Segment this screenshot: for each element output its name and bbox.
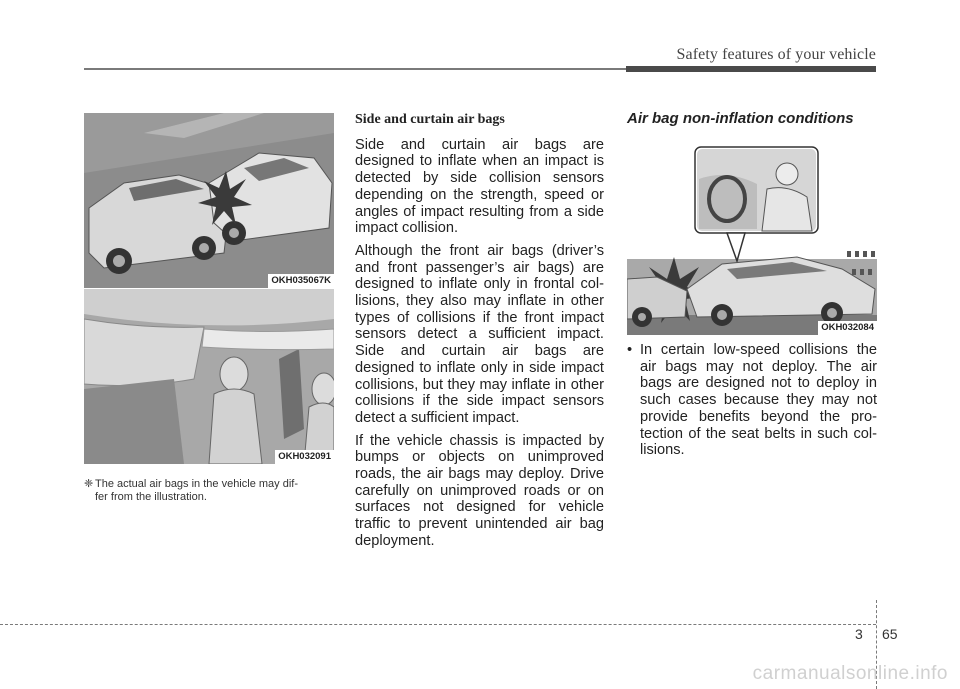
page-number: 65 xyxy=(882,626,898,642)
watermark: carmanualsonline.info xyxy=(752,663,948,684)
note-mark: ❈ xyxy=(84,478,94,490)
side-impact-illustration xyxy=(84,113,334,288)
section-heading: Side and curtain air bags xyxy=(355,112,505,127)
header-title: Safety features of your vehicle xyxy=(676,46,876,63)
chapter-number: 3 xyxy=(855,626,863,642)
paragraph-2: Although the front air bags (driver’s and front passenger’s air bags) are designed to inflate only in frontal col-lisions, they also may inflate in other types of collisions if the front impact sensors detect a sufficient impact. Side and curtain air bags are designed to inflate only in side impact collisions, but they may inflate in other collisions if the side impact sensors detect a sufficient impact. xyxy=(355,242,604,426)
curtain-airbag-illustration xyxy=(84,289,334,464)
rear-impact-illustration xyxy=(627,139,877,335)
figure-curtain-airbag xyxy=(84,289,334,464)
figure-side-impact xyxy=(84,113,334,288)
note-text-line2: fer from the illustration. xyxy=(95,491,207,503)
non-inflation-bullet xyxy=(627,342,877,459)
figure-code: OKH035067K xyxy=(268,274,334,288)
bullet-icon: • xyxy=(627,342,633,358)
note-text-line1: The actual air bags in the vehicle may dif- xyxy=(95,478,298,490)
side-curtain-section xyxy=(355,112,604,556)
footer-rule xyxy=(0,624,876,625)
illustration-note xyxy=(84,478,334,504)
paragraph-1: Side and curtain air bags are designed to inflate when an impact is detected by side collision sensors depending on the strength, speed or angles of impact resulting from a side impact collision. xyxy=(355,136,604,237)
bullet-text: In certain low-speed collisions the air bags may not deploy. The air bags are designed not to deploy in such cases because they may not provide benefits beyond the pro-tection of the seat belts in such col-lisions. xyxy=(640,342,877,459)
figure-rear-impact xyxy=(627,139,877,335)
figure-code: OKH032091 xyxy=(275,450,334,464)
paragraph-3: If the vehicle chassis is impacted by bumps or objects on unimproved roads, the air bags may deploy. Drive carefully on unimproved roads or on surfaces not designed for vehicle traffic to prevent unintended air bag deployment. xyxy=(355,432,604,549)
header-rule-accent xyxy=(626,66,876,72)
driver-callout xyxy=(695,147,818,261)
figure-code: OKH032084 xyxy=(818,321,877,335)
non-inflation-heading: Air bag non-inflation conditions xyxy=(627,110,854,127)
